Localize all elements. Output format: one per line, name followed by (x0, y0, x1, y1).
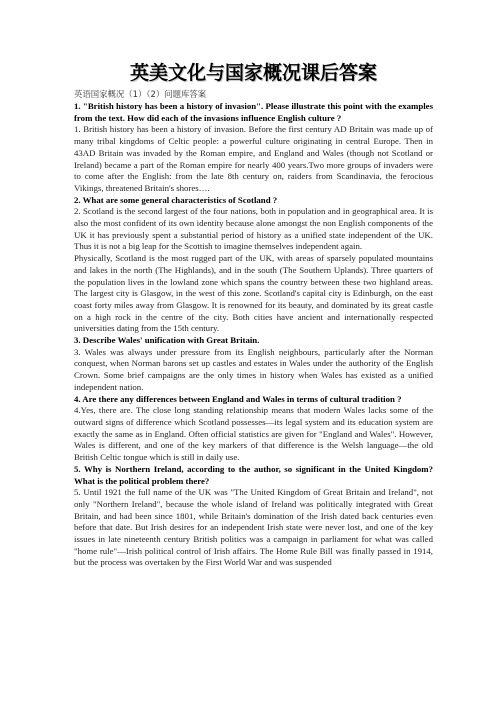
question-4: 4. Are there any differences between England and Wales in terms of cultural tradition ? (74, 393, 402, 404)
answer-3: 3. Wales was always under pressure from its English neighbours, particularly after the Norman conquest, when Norman barons set up castles and estates in Wales under the authority of the English Crown. Some brief campaigns are the only times in history when Wales has existed as a unified independent nation. (74, 346, 433, 392)
question-2: 2. What are some general characteristics of Scotland ? (74, 194, 278, 205)
answer-2-continued: Physically, Scotland is the most rugged part of the UK, with areas of sparsely populated mountains and lakes in the north (The Highlands), and in the south (The Southern Uplands). Three quarters of the population lives in the lowland zone which spans the country between these two highland areas. The largest city is Glasgow, in the west of this zone. Scotland's capital city is Edinburgh, on the east coast forty miles away from Glasgow. It is renowned for its beauty, and dominated by its great castle on a high rock in the centre of the city. Both cities have ancient and internationally respected universities dating from the 15th century. (74, 253, 433, 334)
answer-2: 2. Scotland is the second largest of the four nations, both in population and in geographical area. It is also the most confident of its own identity because alone amongst the non English components of the UK it has previously spent a substantial period of history as a unified state independent of the UK. Thus it is not a big leap for the Scottish to imagine themselves independent again. (74, 206, 433, 252)
document-body (74, 101, 433, 569)
document-title: 英美文化与国家概况课后答案 (129, 62, 377, 84)
answer-4: 4.Yes, there are. The close long standing relationship means that modern Wales lacks some of the outward signs of difference which Scotland possesses—its legal system and its education system are exactly the same as in England. Often official statistics are given for "England and Wales". However, Wales is different, and one of the key markers of that difference is the Welsh language—the old British Celtic tongue which is still in daily use. (74, 405, 433, 463)
answer-1: 1. British history has been a history of invasion. Before the first century AD Britain was made up of many tribal kingdoms of Celtic people: a powerful culture originating in central Europe. Then in 43AD Britain was invaded by the Roman empire, and England and Wales (though not Scotland or Ireland) became a part of the Roman empire for nearly 400 years.Two more groups of invaders were to come after the English: from the late 8th century on, raiders from Scandinavia, the ferocious Vikings, threatened Britain's shores…. (74, 124, 433, 193)
question-5: 5. Why is Northern Ireland, according to the author, so significant in the United Kingdom? What is the political problem there? (74, 463, 433, 486)
question-3: 3. Describe Wales' unification with Great Britain. (74, 335, 260, 346)
document-subtitle: 英语国家概况（1）（2）问题库答案 (74, 89, 207, 99)
question-1: 1. "British history has been a history of invasion". Please illustrate this point with the examples from the text. How did each of the invasions influence English culture ? (74, 101, 433, 123)
answer-5: 5. Until 1921 the full name of the UK was "The United Kingdom of Great Britain and Ireland", not only "Northern Ireland", because the whole island of Ireland was politically integrated with Great Britain, and had been since 1801, while Britain's domination of the Irish dated back centuries even before that date. But Irish desires for an independent Irish state were never lost, and one of the key issues in late nineteenth century British politics was a campaign in parliament for what was called "home rule"—Irish political control of Irish affairs. The Home Rule Bill was finally passed in 1914, but the process was overtaken by the First World War and was suspended (74, 487, 433, 568)
